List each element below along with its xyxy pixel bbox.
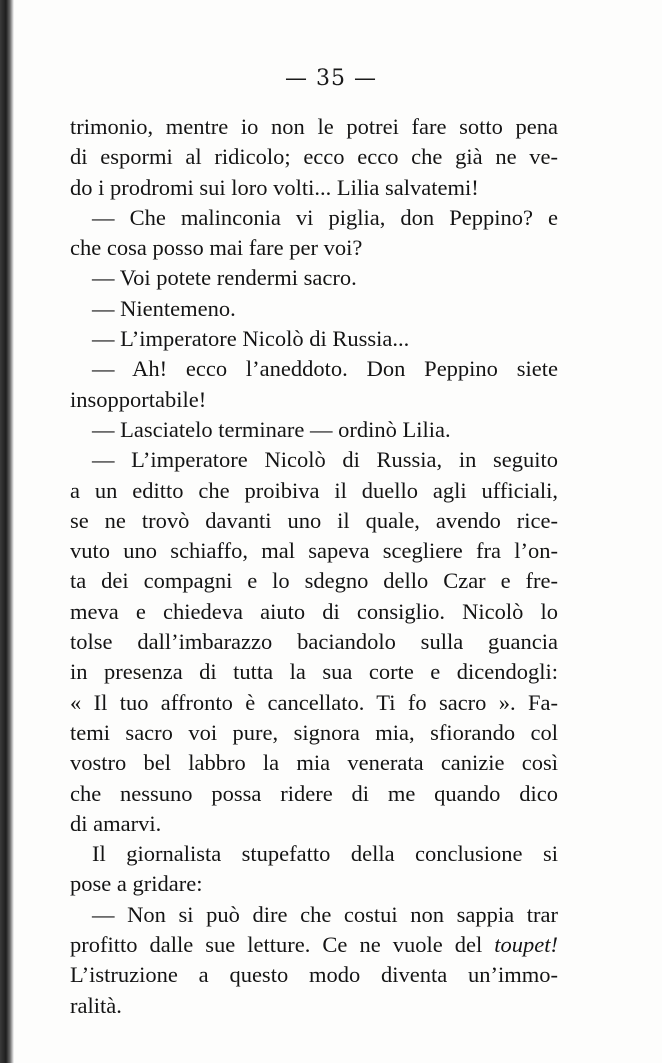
text-line	[70, 718, 558, 748]
text-line-content: — Non si può dire che costui non sappia trar	[92, 901, 558, 927]
text-line-content: trimonio, mentre io non le potrei fare sotto pena	[70, 114, 558, 139]
text-line	[70, 748, 558, 778]
text-line-content: meva e chiedeva aiuto di consiglio. Nicolò lo	[70, 598, 558, 624]
page-number: — 35 —	[285, 66, 377, 91]
text-line-content: insopportabile!	[70, 386, 207, 412]
text-line	[70, 688, 558, 718]
text-line-content: do i prodromi sui loro volti... Lilia salvatemi!	[70, 174, 479, 200]
text-line	[70, 627, 558, 657]
text-line	[70, 506, 558, 536]
text-line-content: di espormi al ridicolo; ecco ecco che già ne ve-	[70, 144, 558, 170]
text-line	[70, 930, 558, 960]
text-line	[70, 900, 558, 930]
text-line	[70, 960, 558, 990]
text-body	[70, 112, 558, 1021]
text-line	[70, 385, 558, 415]
text-line-content: — Nientemeno.	[92, 295, 236, 321]
text-line-content: vuto uno schiaffo, mal sapeva scegliere fra l’on-	[70, 538, 558, 564]
text-line-content: — Che malinconia vi piglia, don Peppino? e	[92, 204, 558, 230]
text-line-content: pose a gridare:	[70, 871, 203, 897]
text-line	[70, 657, 558, 687]
text-line	[70, 294, 558, 324]
text-line	[70, 263, 558, 293]
text-line-content: che cosa posso mai fare per voi?	[70, 235, 363, 261]
text-line	[70, 445, 558, 475]
text-line	[70, 869, 558, 899]
text-line-content: — L’imperatore Nicolò di Russia...	[92, 326, 410, 352]
text-line-content: — Voi potete rendermi sacro.	[92, 265, 357, 291]
text-line	[70, 991, 558, 1021]
text-line-content: a un editto che proibiva il duello agli ufficiali,	[70, 477, 558, 503]
text-line	[70, 233, 558, 263]
text-line-content: vostro bel labbro la mia venerata canizie così	[70, 750, 558, 776]
text-line-content: — Ah! ecco l’aneddoto. Don Peppino siete	[92, 356, 558, 382]
text-line-content: profitto dalle sue letture. Ce ne vuole del	[70, 932, 495, 958]
text-line	[70, 779, 558, 809]
text-line	[70, 809, 558, 839]
book-spine-shadow	[0, 0, 14, 1063]
text-line-content: che nessuno possa ridere di me quando dico	[70, 780, 558, 806]
text-line	[70, 203, 558, 233]
text-line	[70, 142, 558, 172]
text-line	[70, 415, 558, 445]
text-line-content: in presenza di tutta la sua corte e dicendogli:	[70, 659, 558, 685]
text-line-content: di amarvi.	[70, 810, 162, 836]
text-line	[70, 112, 558, 142]
italic-word: toupet!	[494, 932, 558, 958]
text-line-content: — L’imperatore Nicolò di Russia, in seguito	[92, 447, 558, 473]
text-line-content: ta dei compagni e lo sdegno dello Czar e fre-	[70, 568, 558, 594]
text-line	[70, 324, 558, 354]
text-line	[70, 536, 558, 566]
text-line	[70, 597, 558, 627]
text-line	[70, 476, 558, 506]
text-line	[70, 566, 558, 596]
text-line-content: ralità.	[70, 992, 122, 1018]
text-line-content: — Lasciatelo terminare — ordinò Lilia.	[92, 416, 451, 442]
text-line-content: se ne trovò davanti uno il quale, avendo rice-	[70, 507, 558, 533]
text-line-content: L’istruzione a questo modo diventa un’immo-	[70, 962, 558, 988]
text-line	[70, 173, 558, 203]
text-line-content: tolse dall’imbarazzo baciandolo sulla guancia	[70, 629, 558, 655]
text-line	[70, 839, 558, 869]
text-line-content: temi sacro voi pure, signora mia, sfiorando col	[70, 719, 558, 745]
text-line-content: « Il tuo affronto è cancellato. Ti fo sacro ». Fa-	[70, 689, 558, 715]
text-line	[70, 354, 558, 384]
text-line-content: Il giornalista stupefatto della conclusione si	[92, 841, 558, 867]
